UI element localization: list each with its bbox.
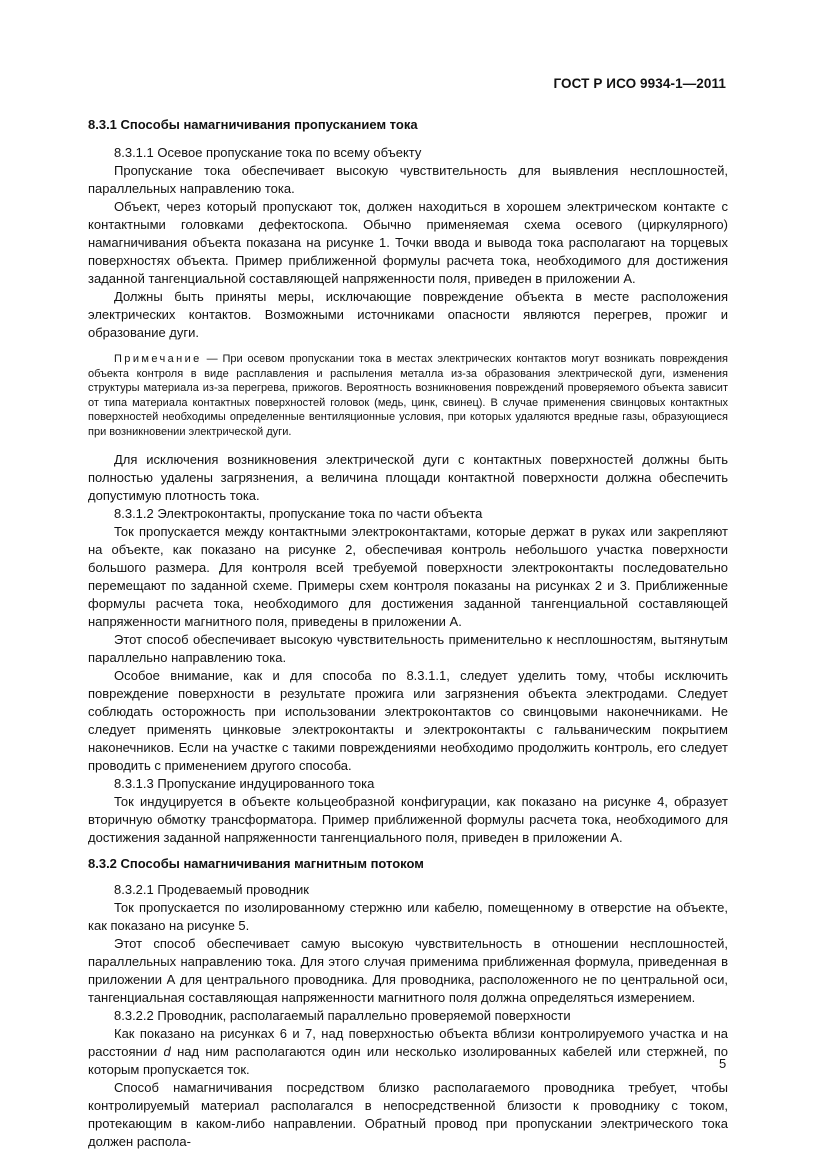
note-block — [88, 352, 728, 439]
paragraph: Способ намагничивания посредством близко располагаемого проводника требует, чтобы контролируемый материал располагался в непосредственной близости к проводнику с током, протекающим в каком-либо направлении. Обратный провод при пропускании электрического тока должен распола- — [88, 1080, 728, 1149]
paragraph: Пропускание тока обеспечивает высокую чувствительность для выявления несплошностей, параллельных направлению тока. — [88, 163, 728, 196]
subsection-heading-8-3-1-1: 8.3.1.1 Осевое пропускание тока по всему объекту — [114, 145, 422, 160]
section-heading-8-3-1: 8.3.1 Способы намагничивания пропусканием тока — [88, 117, 418, 132]
paragraph: Этот способ обеспечивает самую высокую чувствительность в отношении несплошностей, параллельных направлению тока. Для этого случая применима приближенная формула, приведенная в приложении А для центрального проводника. Для проводника, расположенного не по центральной оси, тангенциальная составляющая напряженности магнитного поля должна определяться измерением. — [88, 936, 728, 1005]
subsection-heading-8-3-2-1: 8.3.2.1 Продеваемый проводник — [114, 882, 309, 897]
paragraph: Должны быть приняты меры, исключающие повреждение объекта в месте расположения электрических контактов. Возможными источниками опасности являются перегрев, прожиг и образование дуги. — [88, 289, 728, 340]
subsection-heading-8-3-1-2: 8.3.1.2 Электроконтакты, пропускание тока по части объекта — [114, 506, 483, 521]
subsection-heading-8-3-1-3: 8.3.1.3 Пропускание индуцированного тока — [114, 776, 375, 791]
section-heading-8-3-2: 8.3.2 Способы намагничивания магнитным потоком — [88, 856, 424, 871]
page-number: 5 — [719, 1056, 727, 1071]
paragraph: Ток индуцируется в объекте кольцеобразной конфигурации, как показано на рисунке 4, образует вторичную обмотку трансформатора. Пример приближенной формулы расчета тока, необходимого для достижения заданной напряженности тангенциального поля, приведен в приложении А. — [88, 794, 728, 845]
subsection-heading-8-3-2-2: 8.3.2.2 Проводник, располагаемый параллельно проверяемой поверхности — [114, 1008, 571, 1023]
paragraph: Ток пропускается по изолированному стержню или кабелю, помещенному в отверстие на объекте, как показано на рисунке 5. — [88, 900, 728, 933]
paragraph-text: над ним располагаются один или несколько изолированных кабелей или стержней, по которым пропускается ток. — [88, 1044, 728, 1077]
document-standard-header: ГОСТ Р ИСО 9934-1—2011 — [553, 76, 726, 91]
paragraph: Этот способ обеспечивает высокую чувствительность применительно к несплошностям, вытянутым параллельно направлению тока. — [88, 632, 728, 665]
paragraph-text: Как показано на рисунках 6 и 7, над поверхностью объекта вблизи контролируемого участка и на расстоянии — [88, 1026, 728, 1059]
paragraph: Объект, через который пропускают ток, должен находиться в хорошем электрическом контакте с контактными головками дефектоскопа. Обычно применяемая схема осевого (циркулярного) намагничивания объекта показана на рисунке 1. Точки ввода и вывода тока располагают на торцевых поверхностях объекта. Пример приближенной формулы расчета тока, необходимого для достижения заданной тангенциальной составляющей напряженности поля, приведен в приложении А. — [88, 199, 728, 286]
paragraph: Для исключения возникновения электрической дуги с контактных поверхностей должны быть полностью удалены загрязнения, а величина площади контактной поверхности должна обеспечить допустимую плотность тока. — [88, 452, 728, 503]
variable-d: d — [163, 1044, 171, 1059]
note-text: — При осевом пропускании тока в местах электрических контактов могут возникать повреждения объекта контроля в виде расплавления и распыления металла из-за образования электрической дуги, изменения структуры материала из-за перегрева, прижогов. Вероятность возникновения повреждений проверяемого объекта зависит от типа материала контактных поверхностей головок (медь, цинк, свинец). В случае применения свинцовых контактных поверхностей необходимы определенные вентиляционные условия, при которых удаляются вредные газы, образующиеся при возникновении электрической дуги. — [88, 353, 728, 438]
paragraph — [88, 1025, 728, 1079]
note-label: Примечание — [114, 353, 202, 365]
paragraph: Особое внимание, как и для способа по 8.3.1.1, следует уделить тому, чтобы исключить повреждение поверхности в результате прожига или загрязнения объекта электродами. Следует соблюдать осторожность при использовании электроконтактов со свинцовыми наконечниками. Не следует применять цинковые электроконтакты и электроконтакты с гальваническим покрытием наконечников. Если на участке с такими повреждениями необходимо продолжить контроль, его следует проводить с применением другого способа. — [88, 668, 728, 773]
paragraph: Ток пропускается между контактными электроконтактами, которые держат в руках или закрепляют на объекте, как показано на рисунке 2, обеспечивая контроль небольшого участка поверхности большого размера. Для контроля всей требуемой поверхности электроконтакты последовательно перемещают по заданной схеме. Примеры схем контроля показаны на рисунках 2 и 3. Приближенные формулы расчета тока, необходимого для достижения заданной тангенциальной составляющей напряженности магнитного поля, приведены в приложении А. — [88, 524, 728, 629]
page-body — [88, 116, 728, 1151]
